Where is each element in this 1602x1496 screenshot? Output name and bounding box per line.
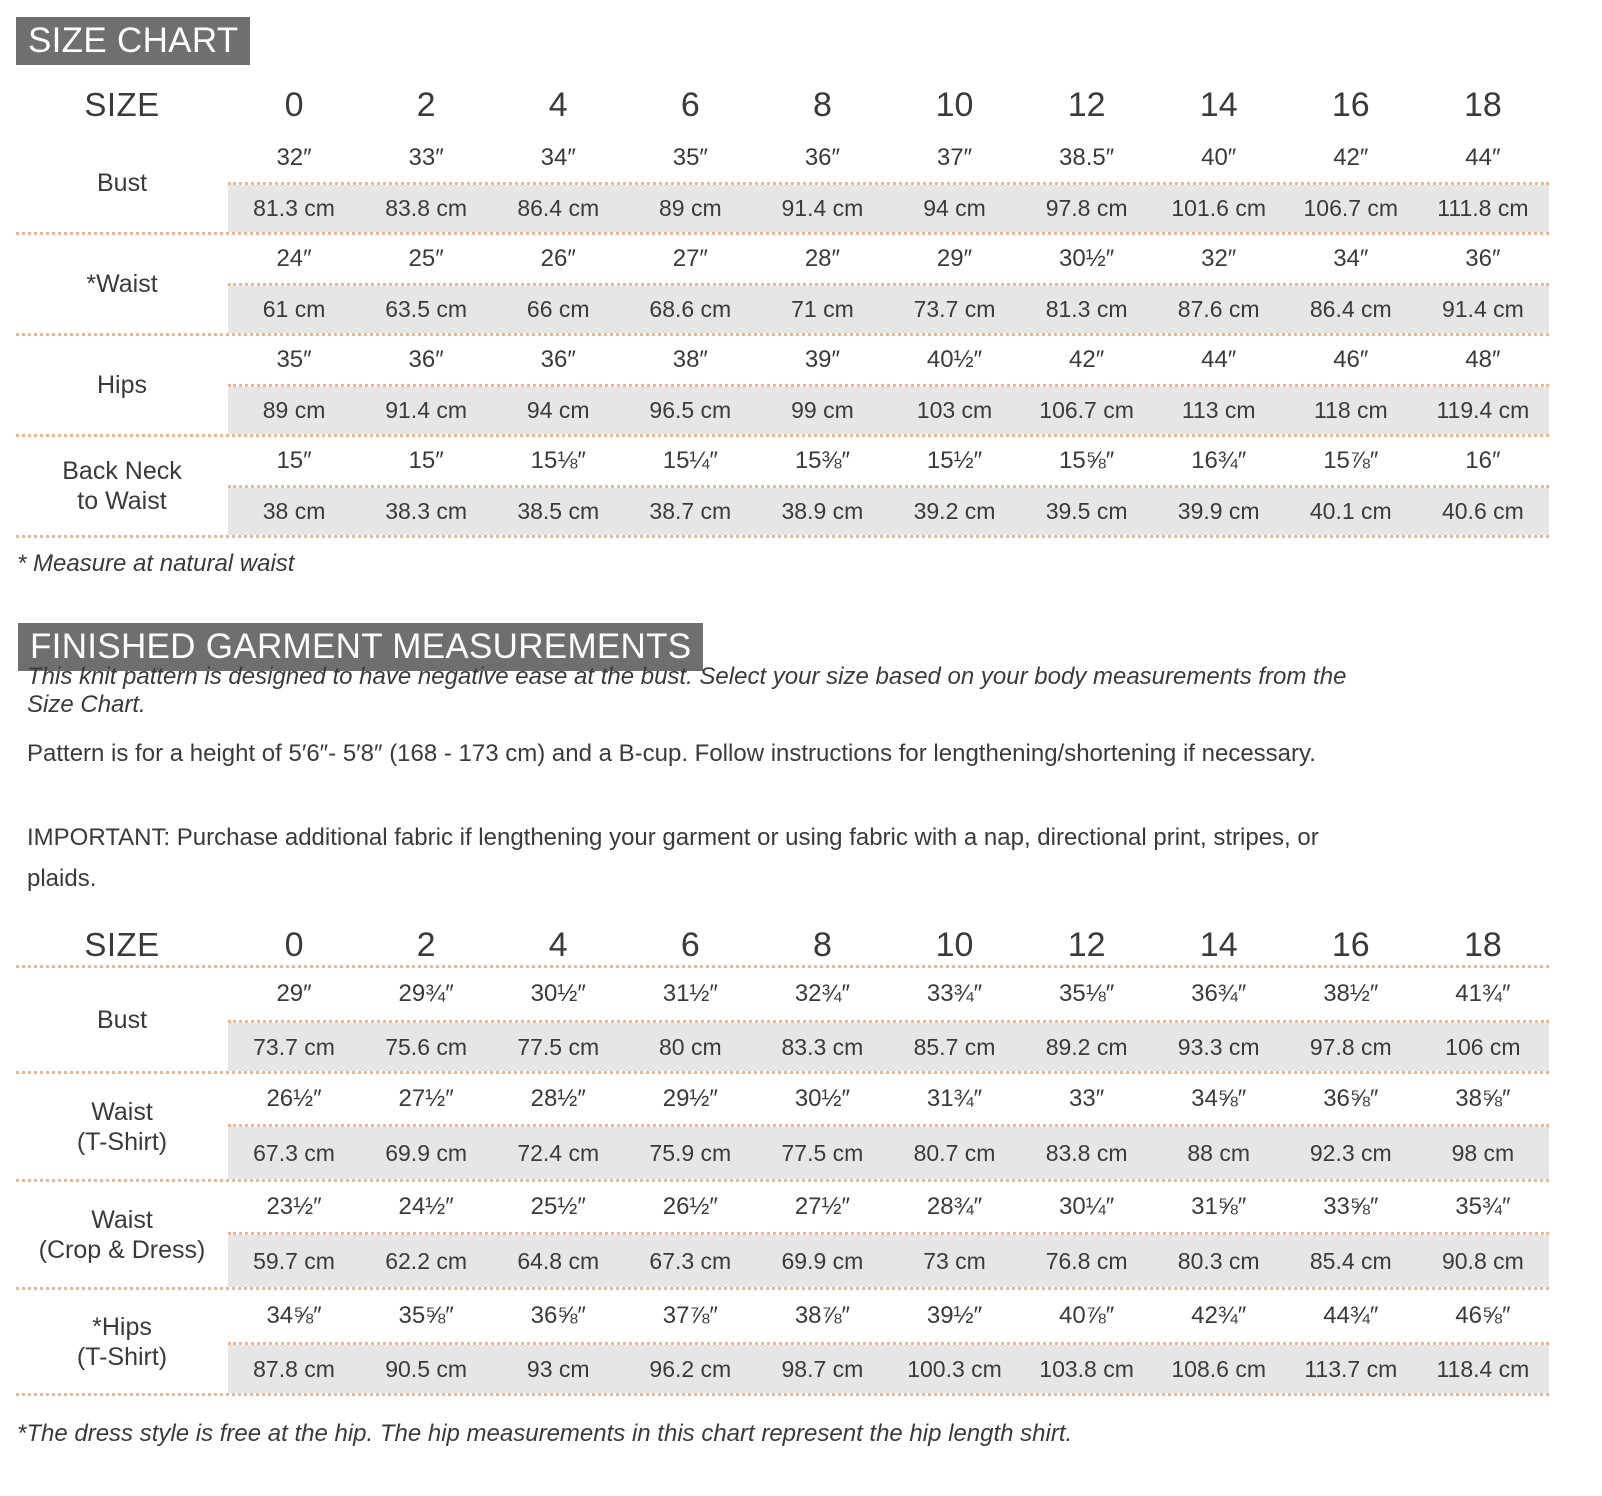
size-10: 10 [935, 925, 974, 964]
inch-value: 15″ [276, 447, 312, 474]
measurement-rows [228, 1074, 1549, 1179]
inch-value: 39½″ [926, 1302, 983, 1329]
cm-value: 67.3 cm [253, 1139, 335, 1166]
inch-value: 33⅝″ [1323, 1193, 1379, 1220]
inch-value: 16¾″ [1191, 447, 1247, 474]
cm-value: 80 cm [659, 1033, 722, 1060]
inch-value: 35″ [672, 144, 708, 171]
measurement-label: Bust [96, 1005, 148, 1034]
inch-value: 42″ [1069, 346, 1105, 373]
cm-value: 106 cm [1445, 1033, 1521, 1060]
inch-value: 28½″ [530, 1085, 586, 1112]
cm-row [228, 1127, 1549, 1179]
measurement-rows [228, 1182, 1549, 1287]
cm-row [228, 488, 1549, 535]
inch-value: 44¾″ [1323, 1302, 1379, 1329]
measurement-rows [228, 235, 1549, 333]
inches-row [228, 134, 1549, 185]
size-10: 10 [935, 85, 974, 124]
cm-value: 38 cm [262, 498, 326, 524]
cm-value: 103 cm [916, 397, 993, 423]
inch-value: 15″ [408, 447, 444, 474]
cm-value: 91.4 cm [781, 195, 864, 221]
size-label: SIZE [84, 926, 160, 963]
size-6: 6 [680, 85, 700, 124]
cm-value: 83.3 cm [781, 1033, 864, 1060]
cm-value: 73.7 cm [253, 1033, 335, 1060]
size-chart-footnote: * Measure at natural waist [17, 550, 295, 577]
inch-value: 29½″ [662, 1085, 718, 1112]
inches-row [228, 1290, 1549, 1345]
finished-measurements-table [16, 925, 1549, 1396]
size-0: 0 [284, 925, 304, 964]
size-14: 14 [1199, 85, 1238, 124]
inches-row [228, 1074, 1549, 1127]
inch-value: 30½″ [794, 1085, 851, 1112]
inch-value: 16″ [1465, 447, 1501, 474]
inch-value: 36″ [540, 346, 576, 373]
measurement-group [16, 437, 1549, 538]
measurement-label: Waist (Crop & Dress) [38, 1205, 206, 1264]
cm-value: 87.8 cm [253, 1355, 335, 1382]
cm-value: 94 cm [526, 397, 590, 423]
cm-value: 85.4 cm [1309, 1247, 1392, 1274]
inch-value: 27″ [672, 245, 708, 272]
measurement-group [16, 1074, 1549, 1182]
cm-value: 111.8 cm [1437, 195, 1529, 221]
size-4: 4 [548, 925, 568, 964]
inch-value: 15½″ [926, 447, 983, 474]
inch-value: 40″ [1201, 144, 1237, 171]
inch-value: 40½″ [926, 346, 983, 373]
cm-value: 91.4 cm [385, 397, 468, 423]
inch-value: 33¾″ [926, 980, 983, 1007]
cm-value: 118.4 cm [1436, 1355, 1530, 1382]
inch-value: 42″ [1333, 144, 1369, 171]
inch-value: 27½″ [794, 1193, 851, 1220]
cm-value: 67.3 cm [649, 1247, 732, 1274]
inch-value: 15⅜″ [794, 447, 851, 474]
inch-value: 36″ [408, 346, 444, 373]
cm-value: 38.5 cm [517, 498, 600, 524]
inch-value: 35″ [276, 346, 312, 373]
size-2: 2 [416, 85, 436, 124]
cm-value: 73.7 cm [913, 296, 996, 322]
cm-value: 38.3 cm [385, 498, 468, 524]
cm-row [228, 1023, 1549, 1071]
cm-value: 90.5 cm [385, 1355, 468, 1382]
cm-value: 106.7 cm [1303, 195, 1399, 221]
cm-row [228, 185, 1549, 232]
cm-value: 40.6 cm [1441, 498, 1524, 524]
cm-value: 86.4 cm [1309, 296, 1392, 322]
inch-value: 31¾″ [926, 1085, 983, 1112]
inch-value: 31½″ [662, 980, 718, 1007]
cm-value: 106.7 cm [1039, 397, 1134, 423]
cm-value: 69.9 cm [385, 1139, 468, 1166]
cm-row [228, 286, 1549, 333]
inch-value: 29¾″ [398, 980, 454, 1007]
cm-value: 83.8 cm [385, 195, 468, 221]
inch-value: 44″ [1201, 346, 1237, 373]
cm-value: 39.9 cm [1177, 498, 1260, 524]
inch-value: 39″ [804, 346, 841, 373]
size-columns [228, 926, 1549, 965]
inch-value: 41¾″ [1455, 980, 1511, 1007]
inch-value: 34″ [1333, 245, 1369, 272]
size-18: 18 [1463, 925, 1502, 964]
inch-value: 30½″ [530, 980, 586, 1007]
cm-value: 92.3 cm [1309, 1139, 1392, 1166]
cm-value: 119.4 cm [1436, 397, 1530, 423]
measurement-group [16, 134, 1549, 235]
measurement-group [16, 235, 1549, 336]
cm-value: 86.4 cm [517, 195, 600, 221]
cm-value: 38.7 cm [649, 498, 732, 524]
cm-value: 89.2 cm [1045, 1033, 1128, 1060]
inch-value: 46″ [1333, 346, 1369, 373]
inch-value: 35⅝″ [398, 1302, 454, 1329]
inches-row [228, 235, 1549, 286]
size-8: 8 [812, 85, 832, 124]
inch-value: 24″ [276, 245, 312, 272]
inch-value: 34⅝″ [266, 1302, 322, 1329]
cm-value: 93.3 cm [1177, 1033, 1260, 1060]
inch-value: 35⅛″ [1059, 980, 1115, 1007]
inch-value: 33″ [1069, 1085, 1105, 1112]
cm-value: 75.9 cm [649, 1139, 732, 1166]
measurement-rows [228, 968, 1549, 1071]
size-16: 16 [1331, 925, 1370, 964]
cm-row [228, 387, 1549, 434]
cm-value: 72.4 cm [517, 1139, 600, 1166]
inch-value: 36⅝″ [530, 1302, 586, 1329]
inch-value: 23½″ [266, 1193, 322, 1220]
cm-value: 108.6 cm [1171, 1355, 1266, 1382]
inch-value: 46⅝″ [1455, 1302, 1511, 1329]
measurement-label: Hips [96, 371, 147, 399]
inch-value: 34⅝″ [1191, 1085, 1247, 1112]
inch-value: 38⅝″ [1455, 1085, 1511, 1112]
inch-value: 37⅞″ [662, 1302, 718, 1329]
inch-value: 28¾″ [926, 1193, 983, 1220]
measurement-rows [228, 437, 1549, 535]
inches-row [228, 968, 1549, 1023]
inch-value: 25″ [408, 245, 444, 272]
cm-value: 38.9 cm [781, 498, 864, 524]
cm-value: 98.7 cm [781, 1355, 864, 1382]
inch-value: 37″ [936, 144, 973, 171]
fabric-note: IMPORTANT: Purchase additional fabric if lengthening your garment or using fabric with a nap, directional print, stripes, or plaids. [27, 824, 1319, 892]
cm-value: 77.5 cm [781, 1139, 864, 1166]
measurement-label: *Hips (T-Shirt) [76, 1312, 168, 1371]
finished-garment-title: FINISHED GARMENT MEASUREMENTS [18, 623, 703, 671]
inch-value: 25½″ [530, 1193, 586, 1220]
inch-value: 44″ [1465, 144, 1501, 171]
cm-value: 81.3 cm [253, 195, 335, 221]
size-header-row [16, 925, 1549, 965]
inch-value: 15¼″ [662, 447, 718, 474]
cm-value: 83.8 cm [1045, 1139, 1128, 1166]
inch-value: 32¾″ [794, 980, 851, 1007]
inch-value: 30½″ [1059, 245, 1115, 272]
cm-value: 113 cm [1181, 397, 1256, 423]
cm-value: 73 cm [923, 1247, 986, 1274]
inch-value: 36¾″ [1191, 980, 1247, 1007]
cm-value: 80.3 cm [1177, 1247, 1260, 1274]
cm-value: 75.6 cm [385, 1033, 468, 1060]
cm-value: 81.3 cm [1045, 296, 1128, 322]
measurement-label: Bust [96, 169, 148, 197]
size-chart-table [16, 76, 1549, 538]
cm-value: 76.8 cm [1045, 1247, 1128, 1274]
size-chart-title: SIZE CHART [16, 17, 250, 65]
cm-value: 91.4 cm [1441, 296, 1524, 322]
size-12: 12 [1067, 925, 1106, 964]
inch-value: 38.5″ [1059, 144, 1115, 171]
size-4: 4 [548, 85, 568, 124]
inch-value: 15⅞″ [1323, 447, 1379, 474]
inch-value: 27½″ [398, 1085, 454, 1112]
cm-value: 77.5 cm [517, 1033, 600, 1060]
cm-value: 100.3 cm [907, 1355, 1002, 1382]
measurement-group [16, 1182, 1549, 1290]
size-14: 14 [1199, 925, 1238, 964]
measurement-group [16, 968, 1549, 1074]
cm-row [228, 1235, 1549, 1287]
measurement-label: *Waist [86, 270, 158, 298]
cm-value: 85.7 cm [913, 1033, 996, 1060]
cm-value: 89 cm [262, 397, 326, 423]
inch-value: 36″ [804, 144, 841, 171]
cm-value: 93 cm [526, 1355, 590, 1382]
size-6: 6 [680, 925, 700, 964]
cm-value: 98 cm [1451, 1139, 1515, 1166]
size-18: 18 [1463, 85, 1502, 124]
cm-value: 59.7 cm [253, 1247, 335, 1274]
inch-value: 29″ [276, 980, 312, 1007]
inch-value: 26½″ [266, 1085, 322, 1112]
inch-value: 38⅞″ [794, 1302, 851, 1329]
inch-value: 26½″ [662, 1193, 718, 1220]
size-16: 16 [1331, 85, 1370, 124]
measurement-rows [228, 1290, 1549, 1393]
measurement-group [16, 1290, 1549, 1396]
size-12: 12 [1067, 85, 1106, 124]
cm-value: 61 cm [262, 296, 326, 322]
inch-value: 31⅝″ [1191, 1193, 1247, 1220]
inch-value: 28″ [804, 245, 841, 272]
cm-value: 64.8 cm [517, 1247, 600, 1274]
cm-value: 97.8 cm [1045, 195, 1128, 221]
inch-value: 36⅝″ [1323, 1085, 1379, 1112]
cm-value: 40.1 cm [1309, 498, 1392, 524]
inches-row [228, 336, 1549, 387]
inches-row [228, 437, 1549, 488]
size-label: SIZE [84, 86, 160, 123]
cm-value: 94 cm [923, 195, 986, 221]
cm-value: 101.6 cm [1171, 195, 1266, 221]
cm-value: 99 cm [791, 397, 854, 423]
size-columns [228, 86, 1549, 125]
cm-value: 80.7 cm [913, 1139, 996, 1166]
cm-value: 87.6 cm [1177, 296, 1260, 322]
measurement-group [16, 336, 1549, 437]
inch-value: 34″ [540, 144, 576, 171]
inch-value: 26″ [540, 245, 576, 272]
inch-value: 24½″ [398, 1193, 454, 1220]
cm-value: 68.6 cm [649, 296, 732, 322]
inch-value: 48″ [1465, 346, 1501, 373]
cm-value: 39.2 cm [913, 498, 996, 524]
cm-value: 90.8 cm [1441, 1247, 1524, 1274]
cm-value: 96.2 cm [649, 1355, 732, 1382]
inch-value: 38″ [672, 346, 708, 373]
inch-value: 30¼″ [1059, 1193, 1115, 1220]
inch-value: 36″ [1465, 245, 1501, 272]
size-8: 8 [812, 925, 832, 964]
inch-value: 35¾″ [1455, 1193, 1511, 1220]
inch-value: 15⅝″ [1059, 447, 1115, 474]
inch-value: 33″ [408, 144, 444, 171]
inch-value: 40⅞″ [1059, 1302, 1115, 1329]
measurement-rows [228, 134, 1549, 232]
cm-value: 62.2 cm [385, 1247, 468, 1274]
inch-value: 38½″ [1323, 980, 1379, 1007]
measurement-label: Back Neck to Waist [62, 457, 182, 515]
cm-value: 71 cm [791, 296, 854, 322]
cm-value: 103.8 cm [1039, 1355, 1134, 1382]
ease-note: This knit pattern is designed to have negative ease at the bust. Select your size based on your body measurements from the Size Chart. [27, 663, 1347, 718]
cm-row [228, 1345, 1549, 1393]
cm-value: 89 cm [659, 195, 722, 221]
inch-value: 32″ [1201, 245, 1237, 272]
cm-value: 39.5 cm [1045, 498, 1128, 524]
cm-value: 118 cm [1313, 397, 1388, 423]
cm-value: 96.5 cm [649, 397, 732, 423]
inch-value: 42¾″ [1191, 1302, 1247, 1329]
size-header-row [16, 76, 1549, 134]
finished-footnote: *The dress style is free at the hip. The hip measurements in this chart represent the hip length shirt. [17, 1420, 1073, 1447]
cm-value: 69.9 cm [781, 1247, 864, 1274]
cm-value: 88 cm [1187, 1139, 1251, 1166]
height-note: Pattern is for a height of 5′6″- 5′8″ (168 - 173 cm) and a B-cup. Follow instructions for lengthening/shortening if necessary. [27, 740, 1316, 767]
size-2: 2 [416, 925, 436, 964]
cm-value: 63.5 cm [385, 296, 468, 322]
size-0: 0 [284, 85, 304, 124]
inches-row [228, 1182, 1549, 1235]
cm-value: 113.7 cm [1304, 1355, 1398, 1382]
inch-value: 15⅛″ [530, 447, 586, 474]
inch-value: 32″ [276, 144, 312, 171]
inch-value: 29″ [936, 245, 973, 272]
cm-value: 66 cm [526, 296, 590, 322]
measurement-label: Waist (T-Shirt) [76, 1097, 168, 1156]
measurement-rows [228, 336, 1549, 434]
cm-value: 97.8 cm [1309, 1033, 1392, 1060]
